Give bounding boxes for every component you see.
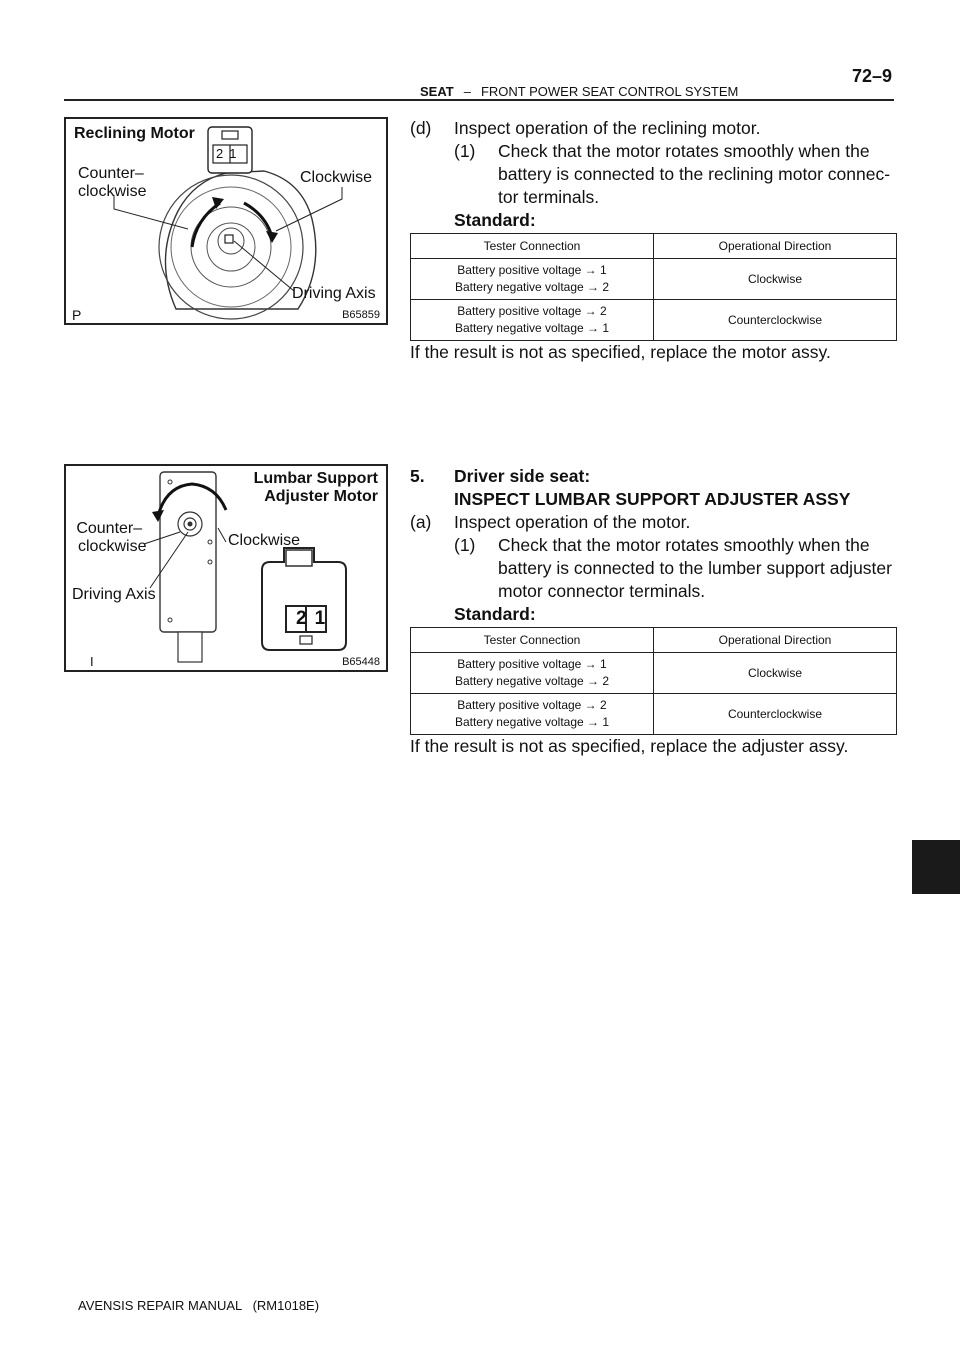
connection-line: Battery positive voltage → 2 — [457, 304, 607, 318]
step-a-label: (a) — [410, 512, 432, 532]
step-1-line: battery is connected to the reclining motor connec- — [498, 164, 891, 184]
step-1-label: (1) — [454, 141, 476, 161]
tester-connection-cell — [411, 694, 654, 735]
header-cell: Operational Direction — [654, 234, 897, 259]
header-cell: Tester Connection — [411, 234, 654, 259]
connection-line: Battery negative voltage → 2 — [454, 674, 610, 688]
result-note: If the result is not as specified, replace the adjuster assy. — [410, 736, 849, 756]
step-1-line: Check that the motor rotates smoothly when the — [498, 141, 870, 161]
counter-line2: clockwise — [78, 538, 147, 555]
step-1-text — [498, 534, 896, 603]
table-header-row — [411, 628, 897, 653]
step-a-text: Inspect operation of the motor. — [454, 512, 691, 532]
header-section: SEAT — [420, 84, 454, 99]
running-header — [420, 84, 738, 99]
pin-1-label: 1 — [314, 608, 334, 629]
connection-line: Battery positive voltage → 2 — [457, 698, 607, 712]
tester-connection-cell — [411, 653, 654, 694]
pin-2-label: 2 — [296, 608, 315, 629]
spec-table-reclining — [410, 233, 897, 341]
direction-cell: Counterclockwise — [654, 300, 897, 341]
table-row — [411, 653, 897, 694]
title-line2: Adjuster Motor — [264, 488, 378, 505]
tester-connection-cell — [411, 300, 654, 341]
lumbar-motor-title — [254, 470, 378, 506]
connection-line: Battery positive voltage → 1 — [457, 263, 607, 277]
table-row — [411, 300, 897, 341]
step-1-line: Check that the motor rotates smoothly when the — [498, 535, 870, 555]
figure-corner-mark: I — [90, 654, 94, 669]
direction-cell: Clockwise — [654, 653, 897, 694]
tester-connection-cell — [411, 259, 654, 300]
counter-clockwise-label — [72, 520, 146, 556]
table-row — [411, 259, 897, 300]
counter-clockwise-label — [78, 165, 146, 201]
connector-pin-labels — [292, 608, 332, 632]
step-1-line: motor connector terminals. — [498, 581, 706, 601]
header-cell: Tester Connection — [411, 628, 654, 653]
table-row — [411, 694, 897, 735]
spec-table-lumbar — [410, 627, 897, 735]
standard-label: Standard: — [454, 604, 536, 624]
header-subsection: FRONT POWER SEAT CONTROL SYSTEM — [480, 84, 739, 99]
section-5-title-line2: INSPECT LUMBAR SUPPORT ADJUSTER ASSY — [454, 489, 851, 509]
figure-corner-mark: P — [72, 307, 82, 323]
driving-axis-label: Driving Axis — [292, 285, 376, 302]
section-5-title — [454, 465, 850, 511]
pin-1-label: 1 — [229, 146, 243, 161]
clockwise-label: Clockwise — [228, 532, 301, 549]
section-edge-tab — [912, 840, 960, 894]
connector-pin-labels — [216, 146, 242, 162]
connection-line: Battery positive voltage → 1 — [457, 657, 607, 671]
table-header-row — [411, 234, 897, 259]
page-footer: AVENSIS REPAIR MANUAL (RM1018E) — [78, 1298, 320, 1313]
result-note: If the result is not as specified, replace the motor assy. — [410, 342, 831, 362]
page-number: 72–9 — [851, 66, 892, 86]
counter-line1: Counter– — [78, 165, 144, 182]
driving-axis-label: Driving Axis — [72, 586, 156, 603]
step-1-line: tor terminals. — [498, 187, 600, 207]
direction-cell: Counterclockwise — [654, 694, 897, 735]
lumbar-motor-figure — [64, 464, 388, 672]
standard-label: Standard: — [454, 210, 536, 230]
connection-line: Battery negative voltage → 1 — [454, 715, 610, 729]
title-line1: Lumbar Support — [253, 470, 378, 487]
step-1-text — [498, 140, 896, 209]
reclining-motor-title: Reclining Motor — [74, 125, 195, 142]
pin-2-label: 2 — [216, 146, 230, 161]
header-rule — [64, 99, 894, 101]
counter-line2: clockwise — [78, 183, 147, 200]
section-5-number: 5. — [410, 466, 425, 486]
header-cell: Operational Direction — [654, 628, 897, 653]
direction-cell: Clockwise — [654, 259, 897, 300]
step-d-label: (d) — [410, 118, 432, 138]
header-dash: – — [463, 84, 471, 99]
connection-line: Battery negative voltage → 2 — [454, 280, 610, 294]
section-5-title-line1: Driver side seat: — [454, 466, 591, 486]
step-1-label: (1) — [454, 535, 476, 555]
counter-line1: Counter– — [76, 520, 143, 537]
step-1-line: battery is connected to the lumber support adjuster — [498, 558, 892, 578]
figure-code: B65448 — [342, 656, 380, 668]
reclining-motor-figure — [64, 117, 388, 325]
connection-line: Battery negative voltage → 1 — [454, 321, 610, 335]
step-d-text: Inspect operation of the reclining motor. — [454, 118, 761, 138]
clockwise-label: Clockwise — [300, 169, 373, 186]
figure-code: B65859 — [342, 309, 380, 321]
